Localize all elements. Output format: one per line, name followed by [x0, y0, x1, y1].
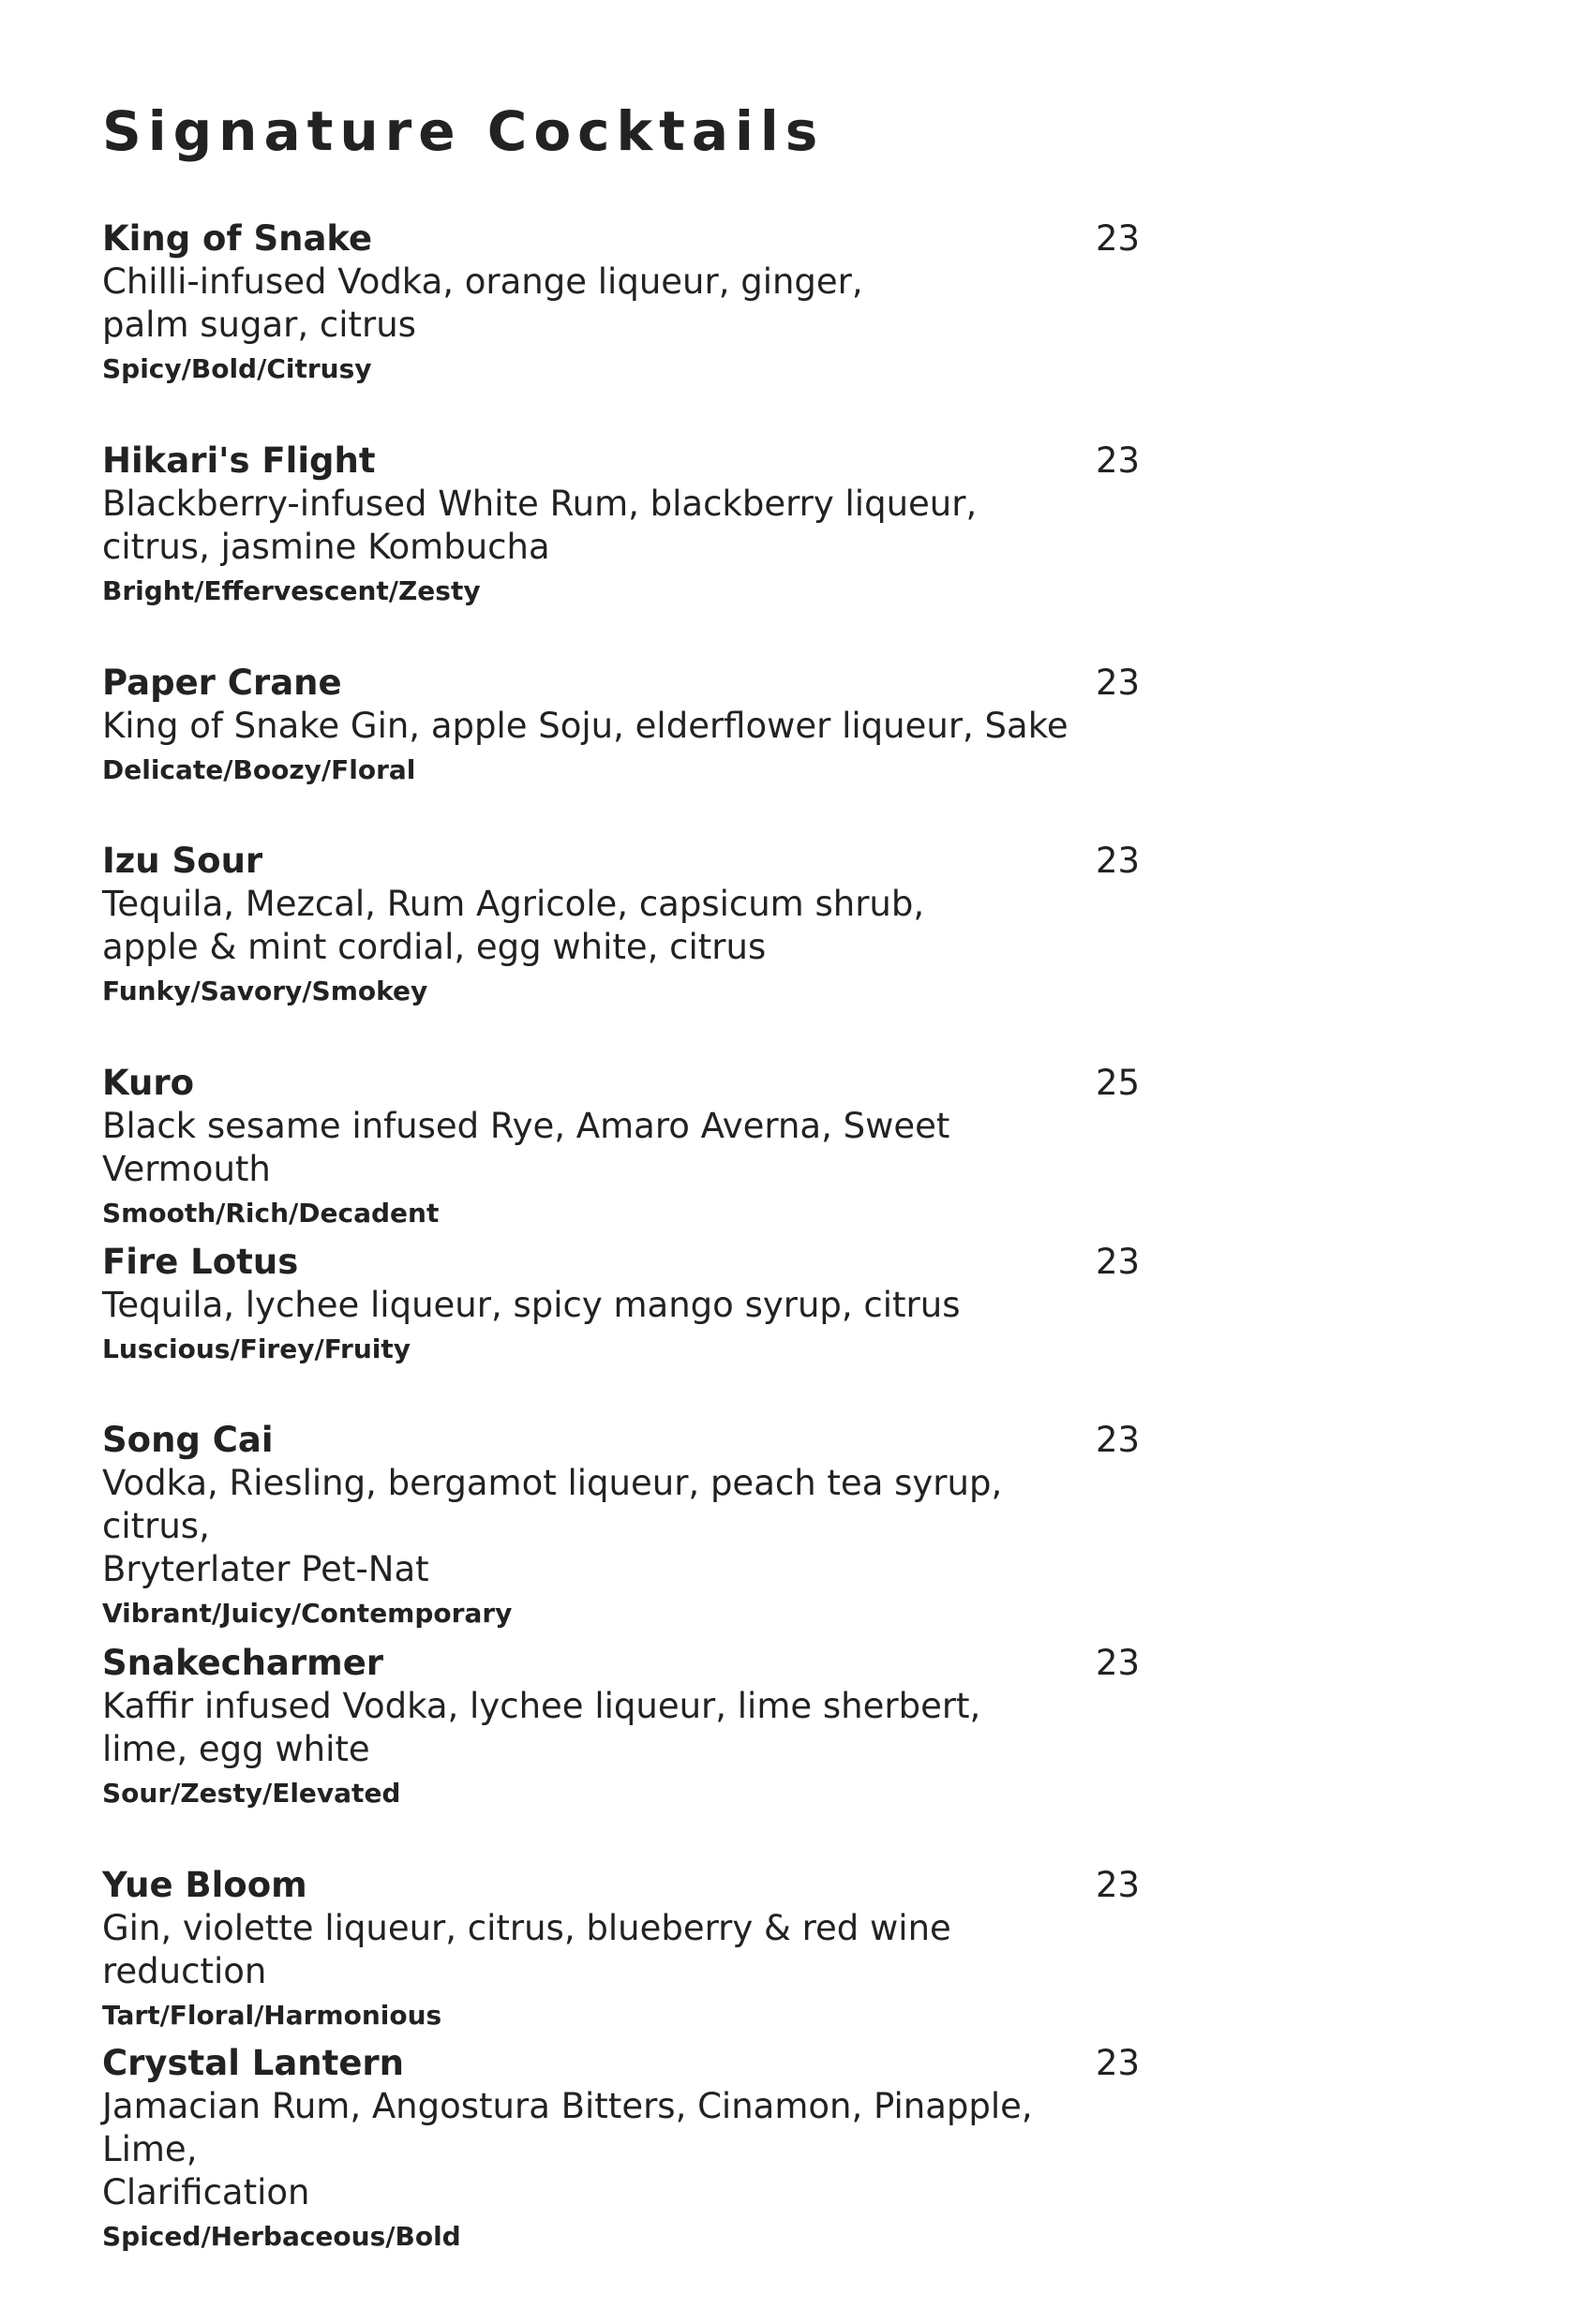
cocktail-name: Crystal Lantern	[102, 2043, 405, 2083]
cocktail-flavor-tags: Luscious/Firey/Fruity	[102, 1333, 411, 1364]
cocktail-name: Fire Lotus	[102, 1242, 299, 1282]
cocktail-flavor-tags: Smooth/Rich/Decadent	[102, 1198, 440, 1229]
cocktail-description: Kaffir infused Vodka, lychee liqueur, lime sherbert, lime, egg white	[102, 1686, 981, 1769]
cocktail-name: King of Snake	[102, 218, 373, 259]
cocktail-name: Izu Sour	[102, 841, 263, 881]
menu-item	[102, 662, 1180, 793]
menu-item	[102, 1642, 1180, 1816]
cocktail-name: Kuro	[102, 1063, 195, 1103]
cocktail-name: Hikari's Flight	[102, 440, 376, 481]
cocktail-price: 23	[1096, 841, 1141, 881]
cocktail-flavor-tags: Spicy/Bold/Citrusy	[102, 353, 372, 384]
menu-item	[102, 1864, 1180, 2038]
cocktail-description: Black sesame infused Rye, Amaro Averna, Sweet Vermouth	[102, 1106, 950, 1189]
cocktail-description: Chilli-infused Vodka, orange liqueur, ginger, palm sugar, citrus	[102, 261, 863, 345]
cocktail-flavor-tags: Tart/Floral/Harmonious	[102, 2000, 442, 2031]
cocktail-flavor-tags: Bright/Effervescent/Zesty	[102, 575, 481, 606]
cocktail-price: 23	[1096, 663, 1141, 703]
menu-item	[102, 217, 1180, 392]
menu-item	[102, 439, 1180, 614]
cocktail-description: Tequila, lychee liqueur, spicy mango syrup, citrus	[102, 1285, 961, 1325]
cocktail-flavor-tags: Funky/Savory/Smokey	[102, 976, 428, 1006]
cocktail-price: 25	[1096, 1063, 1141, 1103]
menu-item	[102, 840, 1180, 1014]
cocktail-price: 23	[1096, 2043, 1141, 2083]
menu-item	[102, 1241, 1180, 1372]
cocktail-description: Jamacian Rum, Angostura Bitters, Cinamon, Pinapple, Lime, Clarification	[102, 2086, 1033, 2212]
cocktail-price: 23	[1096, 440, 1141, 481]
cocktail-description: King of Snake Gin, apple Soju, elderflower liqueur, Sake	[102, 706, 1068, 746]
menu-item	[102, 2042, 1180, 2259]
cocktail-price: 23	[1096, 218, 1141, 259]
cocktail-flavor-tags: Spiced/Herbaceous/Bold	[102, 2221, 461, 2252]
cocktail-description: Blackberry-infused White Rum, blackberry liqueur, citrus, jasmine Kombucha	[102, 484, 978, 567]
menu-item	[102, 1062, 1180, 1236]
cocktail-price: 23	[1096, 1865, 1141, 1905]
cocktail-price: 23	[1096, 1643, 1141, 1683]
cocktail-name: Snakecharmer	[102, 1643, 384, 1683]
cocktail-description: Tequila, Mezcal, Rum Agricole, capsicum shrub, apple & mint cordial, egg white, citrus	[102, 884, 925, 967]
cocktail-name: Yue Bloom	[102, 1865, 307, 1905]
menu-item	[102, 1419, 1180, 1636]
cocktail-flavor-tags: Sour/Zesty/Elevated	[102, 1778, 401, 1809]
cocktail-name: Song Cai	[102, 1420, 274, 1460]
page-title: Signature Cocktails	[102, 99, 825, 163]
cocktail-flavor-tags: Vibrant/Juicy/Contemporary	[102, 1598, 513, 1629]
cocktail-price: 23	[1096, 1420, 1141, 1460]
cocktail-name: Paper Crane	[102, 663, 342, 703]
cocktail-description: Vodka, Riesling, bergamot liqueur, peach tea syrup, citrus, Bryterlater Pet-Nat	[102, 1463, 1003, 1589]
cocktail-flavor-tags: Delicate/Boozy/Floral	[102, 754, 416, 785]
cocktail-price: 23	[1096, 1242, 1141, 1282]
cocktail-description: Gin, violette liqueur, citrus, blueberry & red wine reduction	[102, 1908, 951, 1991]
